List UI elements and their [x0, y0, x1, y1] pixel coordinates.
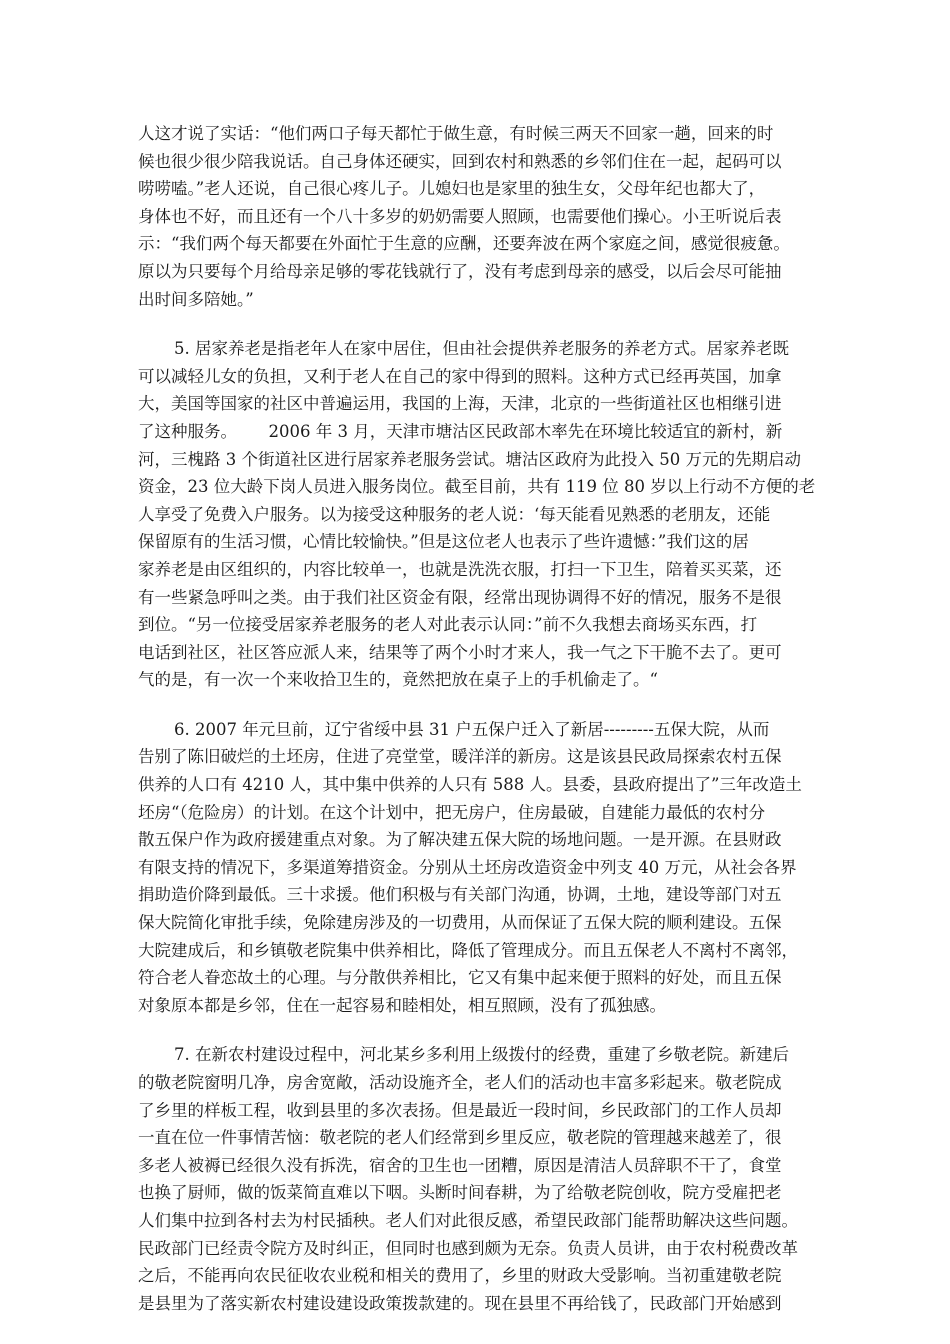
paragraph-continuation — [138, 120, 828, 313]
text-line: 保大院简化审批手续，免除建房涉及的一切费用，从而保证了五保大院的顺利建设。五保 — [138, 913, 782, 933]
text-line: 告别了陈旧破烂的土坯房，住进了亮堂堂，暖洋洋的新房。这是该县民政局探索农村五保 — [138, 747, 782, 767]
text-line: 的敬老院窗明几净，房舍宽敞，活动设施齐全，老人们的活动也丰富多彩起来。敬老院成 — [138, 1073, 782, 1092]
document-page — [138, 120, 828, 1317]
text-line: 到位。“另一位接受居家养老服务的老人对此表示认同：”前不久我想去商场买东西，打 — [138, 615, 758, 635]
text-line: 一直在位一件事情苦恼：敬老院的老人们经常到乡里反应，敬老院的管理越来越差了，很 — [138, 1128, 782, 1148]
text-line: 大，美国等国家的社区中普遍运用，我国的上海，天津，北京的一些街道社区也相继引进 — [138, 394, 782, 414]
text-line: 人享受了免费入户服务。以为接受这种服务的老人说：‘每天能看见熟悉的老朋友，还能 — [138, 504, 771, 524]
text-line: 唠唠嗑。”老人还说，自己很心疼儿子。儿媳妇也是家里的独生女，父母年纪也都大了， — [138, 179, 766, 199]
text-line: 电话到社区，社区答应派人来，结果等了两个小时才来人，我一气之下干脆不去了。更可 — [138, 642, 782, 662]
text-line: 5. 居家养老是指老年人在家中居住，但由社会提供养老服务的养老方式。居家养老既 — [174, 339, 789, 359]
text-line: 了乡里的样板工程，收到县里的多次表扬。但是最近一段时间，乡民政部门的工作人员却 — [138, 1100, 782, 1120]
text-line: 人们集中拉到各村去为村民插秧。老人们对此很反感，希望民政部门能帮助解决这些问题。 — [138, 1210, 798, 1230]
paragraph-gap — [138, 1019, 828, 1041]
text-line: 对象原本都是乡邻，住在一起容易和睦相处，相互照顾，没有了孤独感。 — [138, 995, 666, 1015]
text-line: 多老人被褥已经很久没有拆洗，宿舍的卫生也一团糟，原因是清洁人员辞职不干了，食堂 — [138, 1155, 782, 1175]
text-line: 了这种服务。 2006 年 3 月，天津市塘沽区民政部木率先在环境比较适宜的新村，新 — [138, 421, 783, 441]
text-line: 也换了厨师，做的饭菜简直难以下咽。头断时间春耕，为了给敬老院创收，院方受雇把老 — [138, 1183, 782, 1203]
text-line: 人这才说了实话：“他们两口子每天都忙于做生意，有时候三两天不回家一趟，回来的时 — [138, 124, 774, 143]
text-line: 出时间多陪她。” — [138, 289, 254, 309]
text-line: 保留原有的生活习惯，心情比较愉快。”但是这位老人也表示了些许遗憾：”我们这的居 — [138, 532, 749, 552]
text-line: 是县里为了落实新农村建设建设政策拨款建的。现在县里不再给钱了，民政部门开始感到 — [138, 1293, 782, 1313]
text-line: 散五保户作为政府援建重点对象。为了解决建五保大院的场地问题。一是开源。在县财政 — [138, 830, 782, 850]
paragraph-item-7 — [138, 1041, 828, 1317]
text-line: 民政部门已经责令院方及时纠正，但同时也感到颇为无奈。负责人员讲，由于农村税费改革 — [138, 1238, 798, 1258]
text-line: 大院建成后，和乡镇敬老院集中供养相比，降低了管理成分。而且五保老人不离村不离邻， — [138, 940, 798, 960]
text-line: 示：“我们两个每天都要在外面忙于生意的应酬，还要奔波在两个家庭之间，感觉很疲惫。 — [138, 234, 790, 254]
text-line: 6. 2007 年元旦前，辽宁省绥中县 31 户五保户迁入了新居---------五保大院，从而 — [174, 719, 770, 739]
text-line: 坯房“（危险房）的计划。在这个计划中，把无房户，住房最破，自建能力最低的农村分 — [138, 802, 766, 822]
text-line: 候也很少很少陪我说话。自己身体还硬实，回到农村和熟悉的乡邻们住在一起，起码可以 — [138, 151, 782, 171]
text-line: 家养老是由区组织的，内容比较单一，也就是洗洗衣服，打扫一下卫生，陪着买买菜，还 — [138, 559, 782, 579]
text-line: 符合老人眷恋故土的心理。与分散供养相比，它又有集中起来便于照料的好处，而且五保 — [138, 968, 782, 988]
text-line: 气的是，有一次一个来收拾卫生的，竟然把放在桌子上的手机偷走了。“ — [138, 670, 658, 690]
paragraph-item-6 — [138, 716, 828, 1020]
text-line: 之后，不能再向农民征收农业税和相关的费用了，乡里的财政大受影响。当初重建敬老院 — [138, 1266, 782, 1286]
paragraph-gap — [138, 313, 828, 335]
paragraph-gap — [138, 694, 828, 716]
text-line: 河，三槐路 3 个街道社区进行居家养老服务尝试。塘沽区政府为此投入 50 万元的先期启动 — [138, 449, 801, 469]
paragraph-item-5 — [138, 335, 828, 694]
text-line: 原以为只要每个月给母亲足够的零花钱就行了，没有考虑到母亲的感受，以后会尽可能抽 — [138, 261, 782, 281]
text-line: 有限支持的情况下，多渠道筹措资金。分别从土坯房改造资金中列支 40 万元，从社会各界 — [138, 857, 797, 877]
text-line: 有一些紧急呼叫之类。由于我们社区资金有限，经常出现协调得不好的情况，服务不是很 — [138, 587, 782, 607]
text-line: 身体也不好，而且还有一个八十多岁的奶奶需要人照顾，也需要他们操心。小王听说后表 — [138, 206, 782, 226]
text-line: 捐助造价降到最低。三十求援。他们积极与有关部门沟通，协调，土地，建设等部门对五 — [138, 885, 782, 905]
text-line: 7. 在新农村建设过程中，河北某乡多利用上级拨付的经费，重建了乡敬老院。新建后 — [174, 1045, 789, 1065]
text-line: 可以减轻儿女的负担，又利于老人在自己的家中得到的照料。这种方式已经再英国，加拿 — [138, 366, 782, 386]
text-line: 供养的人口有 4210 人，其中集中供养的人只有 588 人。县委，县政府提出了”三年改造土 — [138, 775, 802, 795]
text-line: 资金，23 位大龄下岗人员进入服务岗位。截至目前，共有 119 位 80 岁以上行动不方便的老 — [138, 477, 816, 497]
